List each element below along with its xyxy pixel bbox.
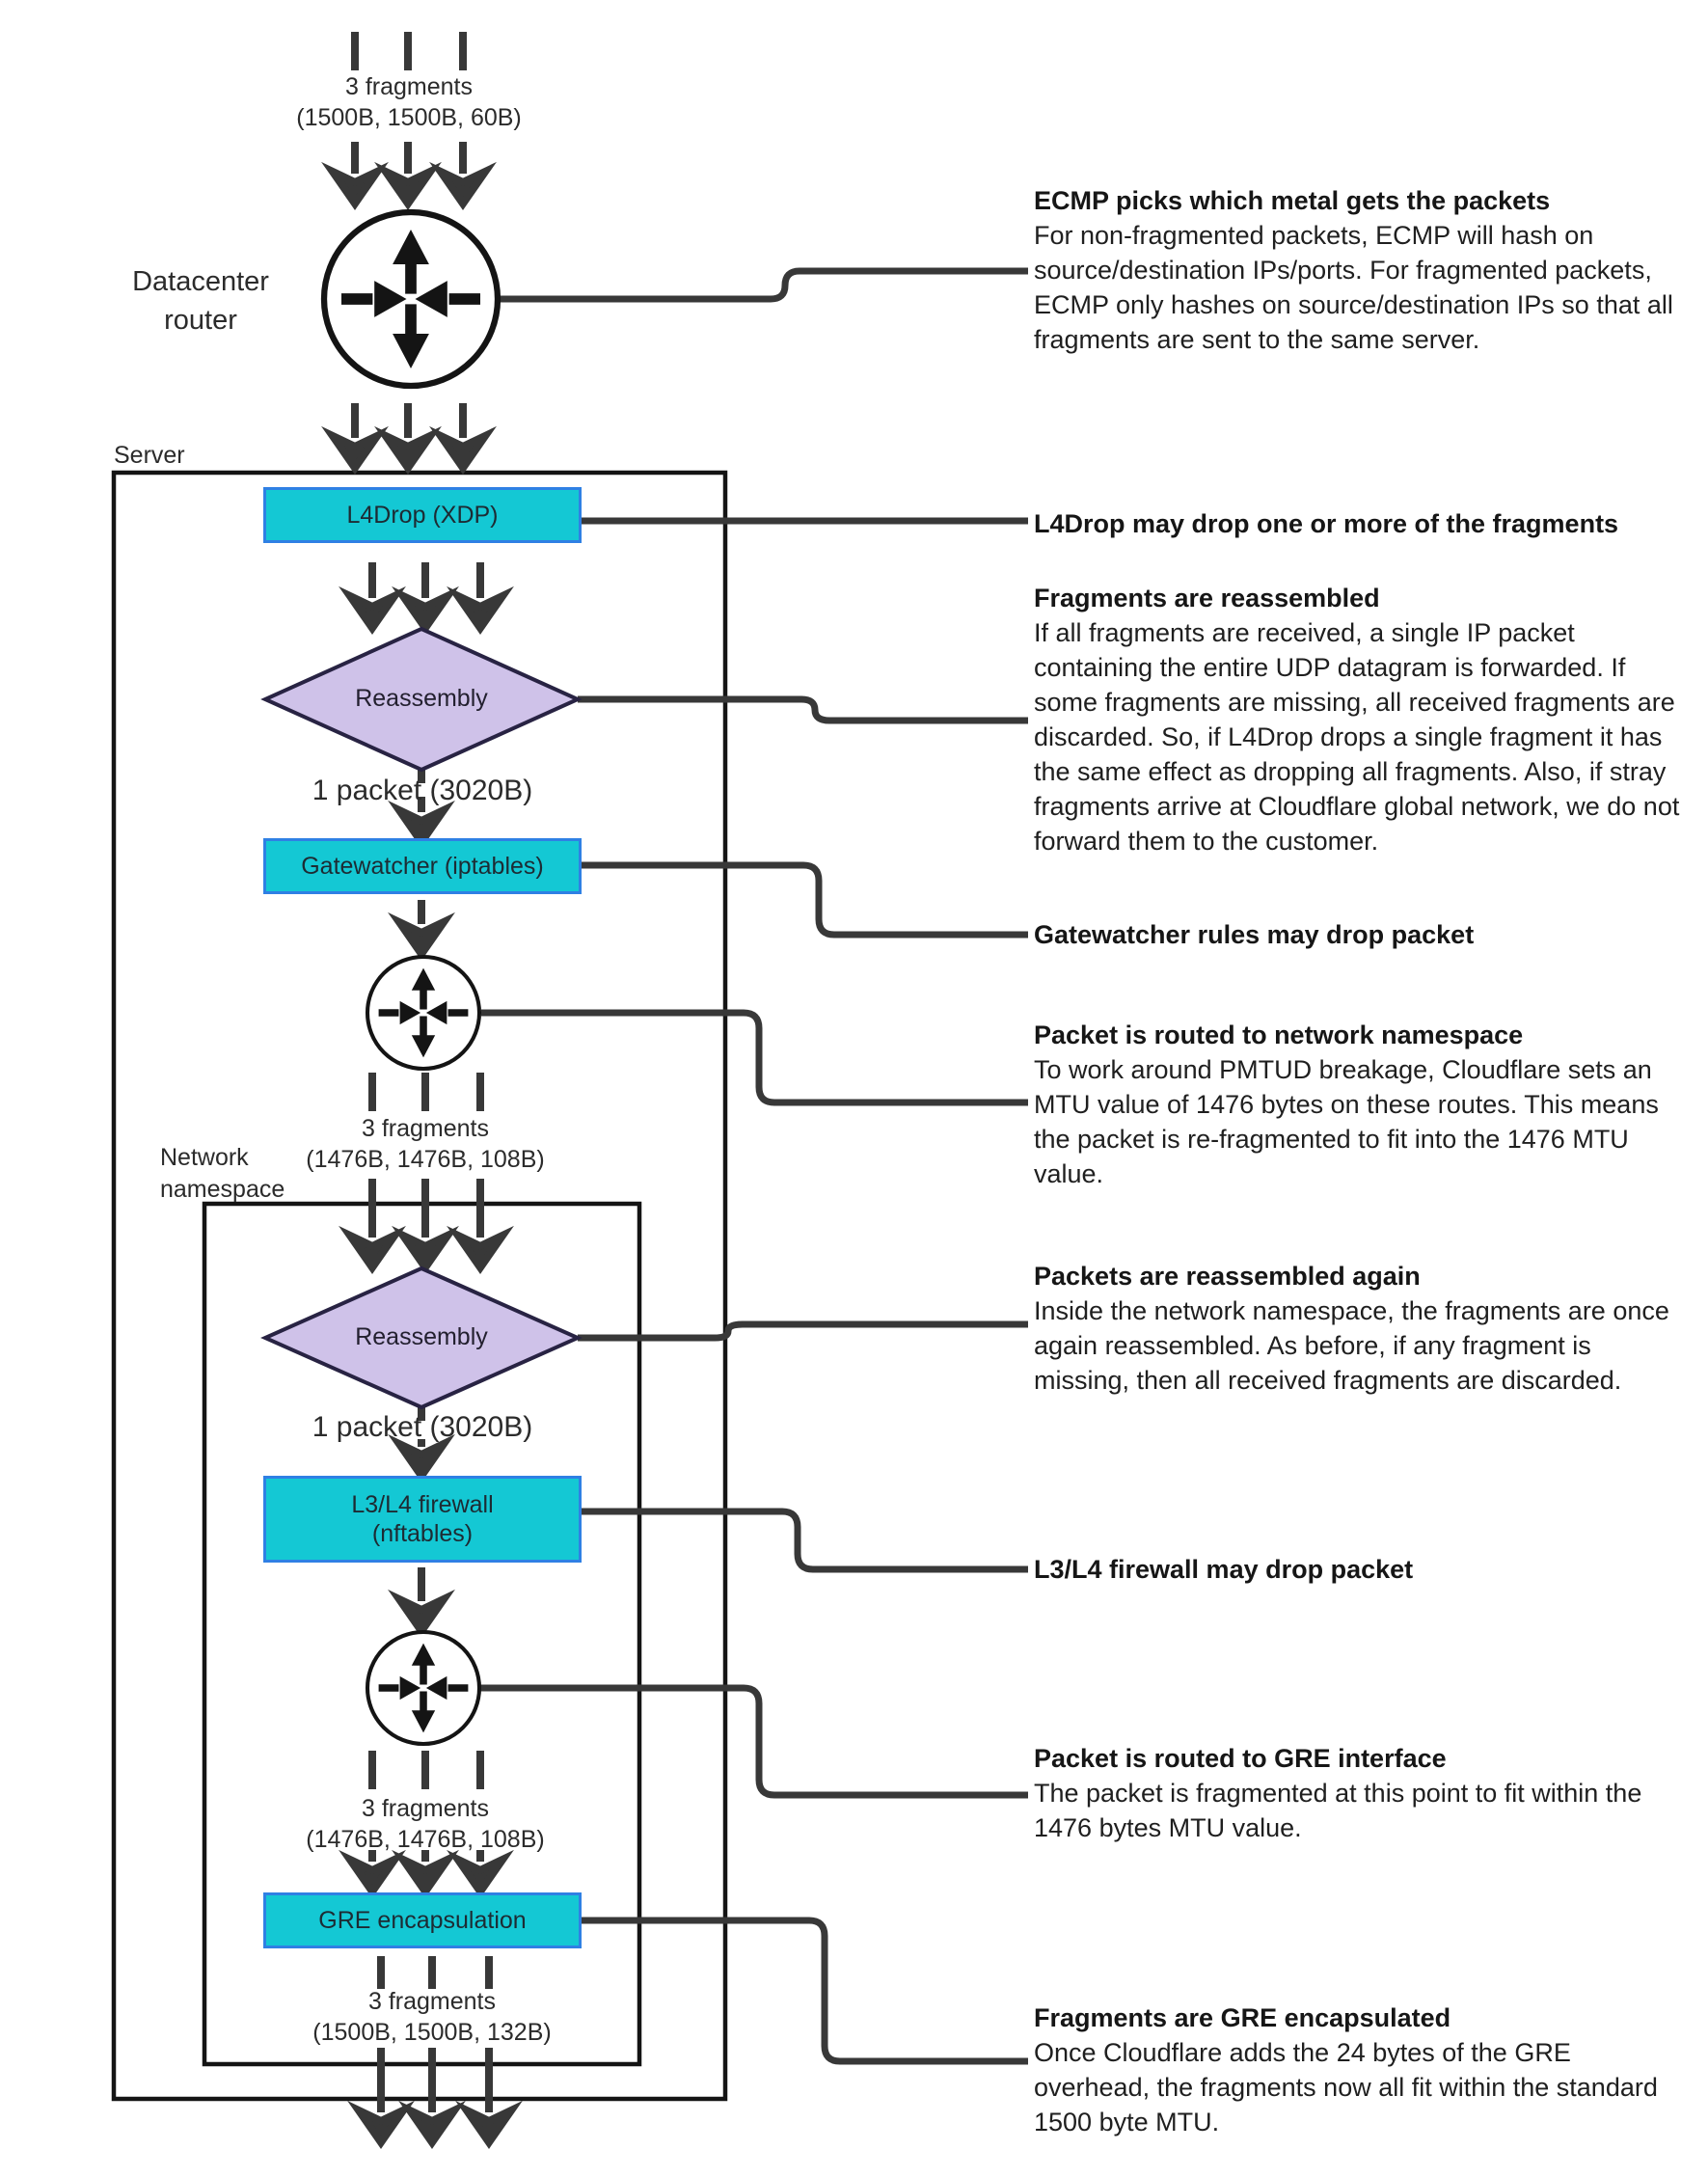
annotation-heading: ECMP picks which metal gets the packets bbox=[1034, 186, 1551, 215]
annotation-body: Inside the network namespace, the fragments are once again reassembled. As before, if any fragment is missing, then all received fragments are discarded. bbox=[1034, 1296, 1669, 1395]
arrow-gatewatcher-to-router2 bbox=[399, 900, 444, 954]
connector-router2 bbox=[481, 1013, 1028, 1102]
annotation-gre-encapsulated bbox=[1034, 2000, 1686, 2139]
packet-label: 1 packet (3020B) bbox=[312, 1411, 533, 1443]
annotation-heading: L4Drop may drop one or more of the fragments bbox=[1034, 509, 1619, 538]
fragment-sizes: (1476B, 1476B, 108B) bbox=[306, 1826, 545, 1853]
fragment-sizes: (1500B, 1500B, 132B) bbox=[312, 2019, 552, 2046]
annotation-body: The packet is fragmented at this point to fit within the 1476 bytes MTU value. bbox=[1034, 1779, 1642, 1842]
router-icon bbox=[367, 957, 479, 1069]
annotation-reassembled bbox=[1034, 581, 1686, 858]
fragment-count: 3 fragments bbox=[361, 1115, 489, 1142]
connector-reassembly1 bbox=[578, 699, 1028, 721]
node-label: L4Drop (XDP) bbox=[346, 502, 499, 529]
fragment-label-top bbox=[296, 71, 522, 133]
annotation-heading: Packet is routed to network namespace bbox=[1034, 1020, 1524, 1049]
arrows-into-namespace bbox=[350, 1179, 502, 1267]
node-l4drop bbox=[263, 487, 582, 543]
annotation-heading: Packet is routed to GRE interface bbox=[1034, 1744, 1447, 1773]
connector-router3 bbox=[479, 1688, 1028, 1795]
node-l3l4-firewall bbox=[263, 1476, 582, 1563]
fragment-count: 3 fragments bbox=[367, 1988, 496, 2015]
router-icon bbox=[367, 1632, 479, 1744]
annotation-body: If all fragments are received, a single IP packet containing the entire UDP datagram is forwarded. If some fragments are missing, all received fragments are discarded. So, if L4Drop drops a single fragment it has the same effect as dropping all fragments. Also, if stray fragments arrive at Cloudflare global network, we do not forward them to the customer. bbox=[1034, 618, 1680, 856]
fragment-count: 3 fragments bbox=[344, 73, 473, 100]
network-namespace-label: Network namespace bbox=[160, 1144, 285, 1203]
arrow-packet-to-firewall bbox=[399, 1439, 444, 1476]
packet-label: 1 packet (3020B) bbox=[312, 775, 533, 806]
node-label: (nftables) bbox=[371, 1520, 474, 1547]
arrows-out-bottom bbox=[359, 2048, 511, 2142]
annotation-gre-route bbox=[1034, 1741, 1686, 1845]
arrow-firewall-to-router3 bbox=[399, 1567, 444, 1631]
annotation-ecmp bbox=[1034, 183, 1686, 357]
server-label: Server bbox=[114, 442, 185, 469]
connector-gre bbox=[582, 1920, 1028, 2061]
annotation-gatewatcher bbox=[1034, 917, 1686, 952]
node-label: GRE encapsulation bbox=[318, 1907, 527, 1934]
node-gatewatcher bbox=[263, 838, 582, 894]
node-gre-encapsulation bbox=[263, 1892, 582, 1948]
fragment-label-mid2 bbox=[306, 1793, 544, 1855]
annotation-body: To work around PMTUD breakage, Cloudflare sets an MTU value of 1476 bytes on these routes. This means the packet is re-fragmented to fit into the 1476 MTU value. bbox=[1034, 1055, 1659, 1188]
annotation-heading: L3/L4 firewall may drop packet bbox=[1034, 1555, 1414, 1584]
arrows-into-gre bbox=[350, 1850, 502, 1891]
annotation-l4drop bbox=[1034, 506, 1686, 541]
annotation-reassembled-again bbox=[1034, 1259, 1686, 1398]
annotation-heading: Gatewatcher rules may drop packet bbox=[1034, 920, 1475, 949]
connector-gatewatcher bbox=[582, 865, 1028, 935]
fragment-sizes: (1476B, 1476B, 108B) bbox=[306, 1146, 545, 1173]
fragment-label-bottom bbox=[312, 1986, 551, 2048]
annotation-heading: Fragments are reassembled bbox=[1034, 584, 1380, 612]
arrows-l4drop-to-reassembly bbox=[350, 562, 502, 628]
arrows-into-server bbox=[333, 403, 485, 468]
connector-reassembly2 bbox=[578, 1324, 1028, 1338]
node-label: Gatewatcher (iptables) bbox=[301, 853, 544, 880]
annotation-body: Once Cloudflare adds the 24 bytes of the GRE overhead, the fragments now all fit within the standard 1500 byte MTU. bbox=[1034, 2038, 1658, 2136]
annotation-namespace-route bbox=[1034, 1018, 1686, 1191]
reassembly-label: Reassembly bbox=[355, 1323, 488, 1350]
annotation-heading: Fragments are GRE encapsulated bbox=[1034, 2003, 1451, 2032]
fragment-label-mid1 bbox=[306, 1113, 544, 1175]
annotation-heading: Packets are reassembled again bbox=[1034, 1262, 1421, 1291]
connector-firewall bbox=[582, 1511, 1028, 1569]
connector-ecmp bbox=[496, 271, 1028, 299]
annotation-firewall bbox=[1034, 1552, 1686, 1587]
annotation-body: For non-fragmented packets, ECMP will hash on source/destination IPs/ports. For fragmented packets, ECMP only hashes on source/destination IPs so that all fragments are sent to the same server. bbox=[1034, 221, 1673, 354]
node-label: L3/L4 firewall bbox=[351, 1491, 494, 1518]
router-icon bbox=[324, 212, 498, 386]
datacenter-router-label: Datacenter router bbox=[132, 266, 269, 336]
arrows-into-router1 bbox=[333, 142, 485, 204]
fragment-sizes: (1500B, 1500B, 60B) bbox=[296, 104, 522, 131]
reassembly-label: Reassembly bbox=[355, 685, 488, 712]
fragment-count: 3 fragments bbox=[361, 1795, 489, 1822]
